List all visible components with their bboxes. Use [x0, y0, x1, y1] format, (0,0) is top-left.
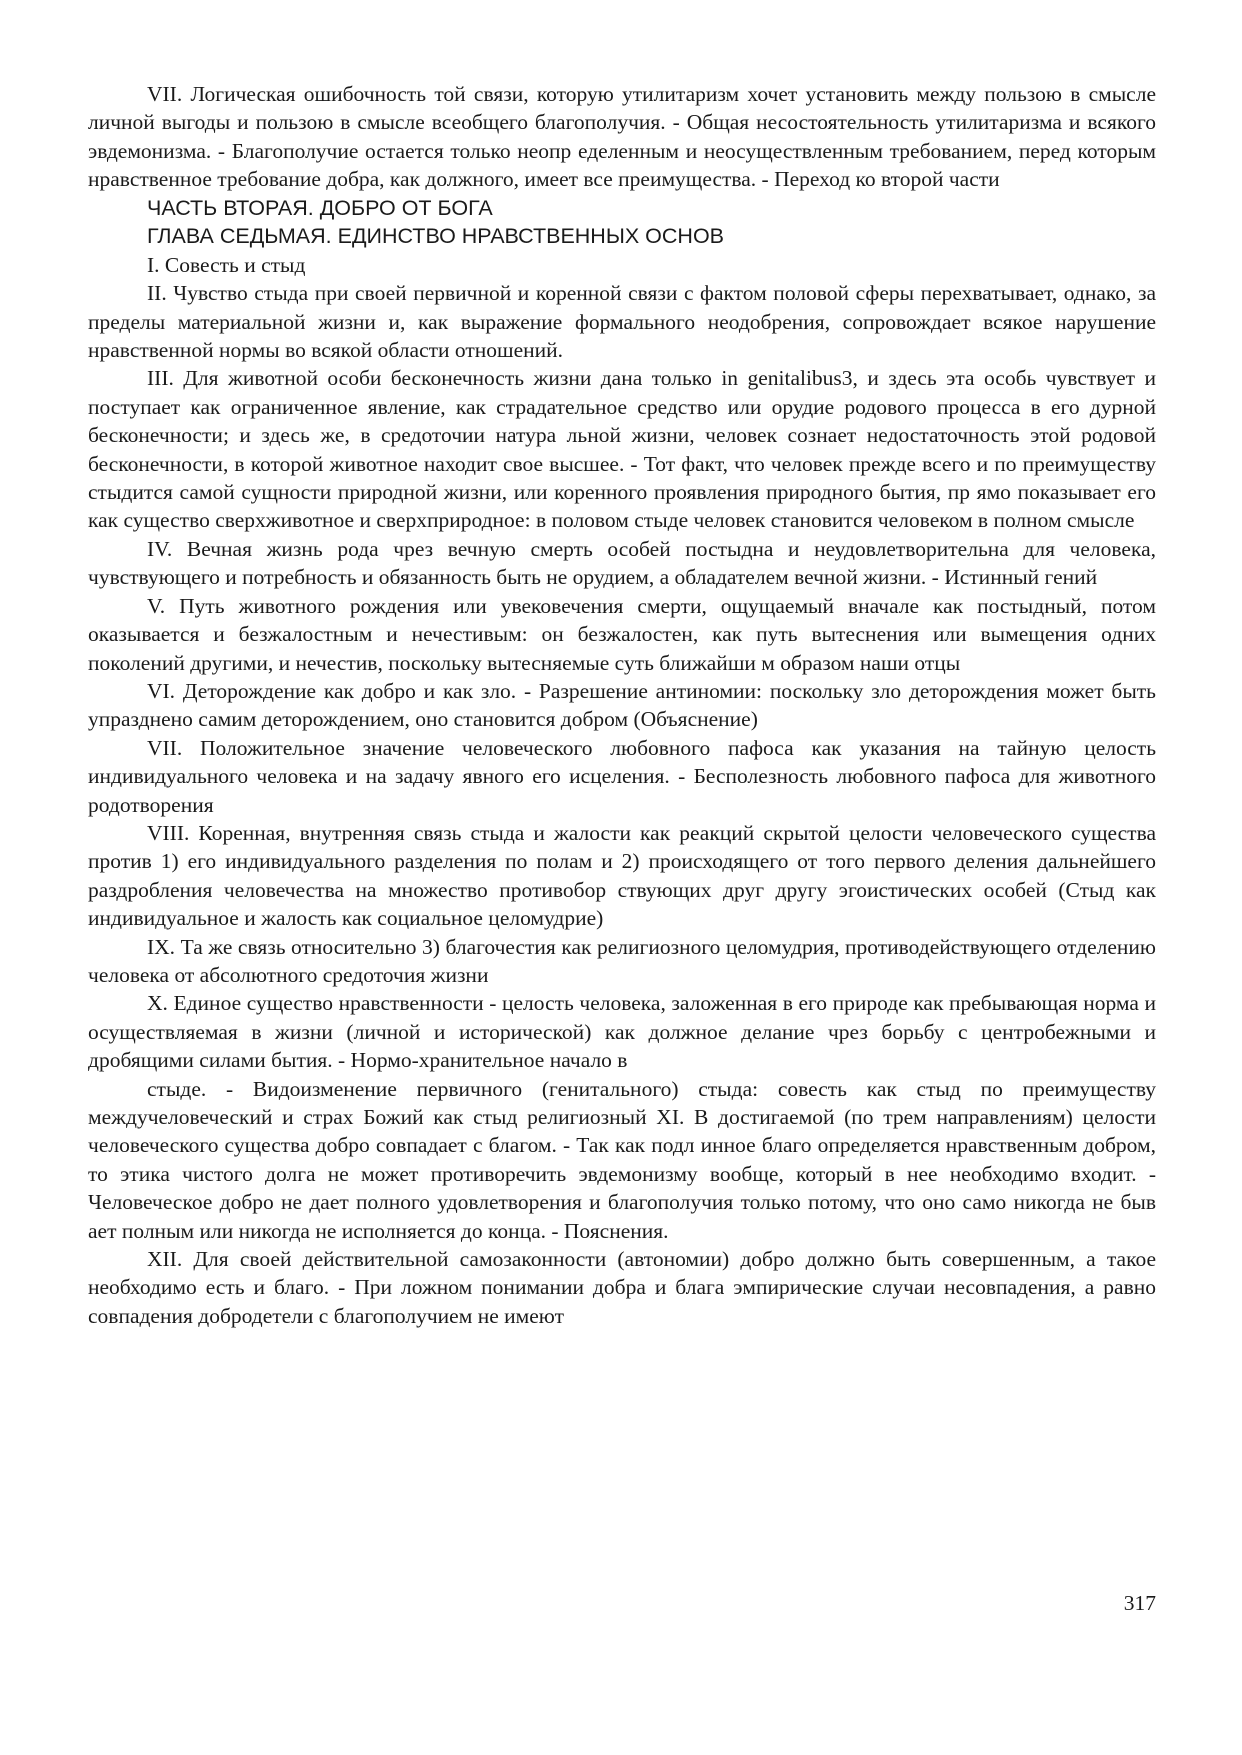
paragraph-viii: VIII. Коренная, внутренняя связь стыда и жалости как реакций скрытой целости человеческого существа против 1) его индивидуального разделения по полам и 2) происходящего от того первого деления дальнейшего раздробления человечества на множество противобор ствующих друг другу эгоистических особей (Стыд как индивидуальное и жалость как социальное целомудрие) [88, 820, 1156, 931]
paragraph-utilitarianism-critique: VII. Логическая ошибочность той связи, которую утилитаризм хочет установить между пользою в смысле личной выгоды и пользою в смысле всеобщего благополучия. - Общая несостоятельность утилитаризма и всякого эвдемонизма. - Благополучие остается только неопр еделенным и неосуществленным требованием, перед которым нравственное требование добра, как должного, имеет все преимущества. - Переход ко второй части [88, 82, 1156, 192]
paragraph-vii: VII. Положительное значение человеческого любовного пафоса как указания на тайную целость индивидуального человека и на задачу явного его исцеления. - Бесполезность любовного пафоса для животного родотворения [88, 735, 1156, 817]
paragraph-vi: VI. Деторождение как добро и как зло. - Разрешение антиномии: поскольку зло деторождения может быть упразднено самим деторождением, оно становится добром (Объяснение) [88, 678, 1156, 732]
paragraph-x: X. Единое существо нравственности - целость человека, заложенная в его природе как пребывающая норма и осуществляемая в жизни (личной и исторической) как должное делание чрез борьбу с центробежными и дробящими силами бытия. - Нормо-хранительное начало в [88, 991, 1156, 1073]
document-page [88, 80, 1156, 1330]
paragraph-ii: II. Чувство стыда при своей первичной и коренной связи с фактом половой сферы перехватывает, однако, за пределы материальной жизни и, как выражение формального неодобрения, сопровождает всякое нарушение нравственной нормы во всякой области отношений. [88, 281, 1156, 363]
paragraph-x-continued: стыде. - Видоизменение первичного (генитального) стыда: совесть как стыд по преимуществу междучеловеческий и страх Божий как стыд религиозный XI. В достигаемой (по трем направлениям) целости человеческого существа добро совпадает с благом. - Так как подл инное благо определяется нравственным добром, то этика чистого долга не может противоречить эвдемонизму вообще, который в нее необходимо входит. - Человеческое добро не дает полного удовлетворения и благополучия только потому, что оно само никогда не быв ает полным или никогда не исполняется до конца. - Пояснения. [88, 1076, 1156, 1243]
paragraph-iv: IV. Вечная жизнь рода чрез вечную смерть особей постыдна и неудовлетворительна для человека, чувствующего и потребность и обязанность быть не орудием, а обладателем вечной жизни. - Истинный гений [88, 536, 1156, 590]
paragraph-v: V. Путь животного рождения или увековечения смерти, ощущаемый вначале как постыдный, потом оказывается и безжалостным и нечестивым: он безжалостен, как путь вытеснения или вымещения одних поколений другими, и нечестив, поскольку вытесняемые суть ближайши м образом наши отцы [88, 593, 1156, 675]
paragraph-iii: III. Для животной особи бесконечность жизни дана только in genitalibus3, и здесь эта особь чувствует и поступает как ограниченное явление, как страдательное средство или орудие родового процесса в его дурной бесконечности; и здесь же, в средоточии натура льной жизни, человек сознает недостаточность этой родовой бесконечности, в которой животное находит свое высшее. - Тот факт, что человек прежде всего и по преимуществу стыдится самой сущности природной жизни, или коренного проявления природного бытия, пр ямо показывает его как существо сверхживотное и сверхприродное: в половом стыде человек становится человеком в полном смысле [88, 366, 1156, 533]
paragraph-ix: IX. Та же связь относительно 3) благочестия как религиозного целомудрия, противодействующего отделению человека от абсолютного средоточия жизни [88, 934, 1156, 987]
paragraph-xii: XII. Для своей действительной самозаконности (автономии) добро должно быть совершенным, а такое необходимо есть и благо. - При ложном понимании добра и блага эмпирические случаи несовпадения, а равно совпадения добродетели с благополучием не имеют [88, 1247, 1156, 1328]
section-heading: I. Совесть и стыд [147, 252, 306, 277]
page-number: 317 [1123, 1591, 1156, 1615]
part-heading: ЧАСТЬ ВТОРАЯ. ДОБРО ОТ БОГА [147, 195, 493, 220]
chapter-heading: ГЛАВА СЕДЬМАЯ. ЕДИНСТВО НРАВСТВЕННЫХ ОСНОВ [147, 224, 725, 249]
